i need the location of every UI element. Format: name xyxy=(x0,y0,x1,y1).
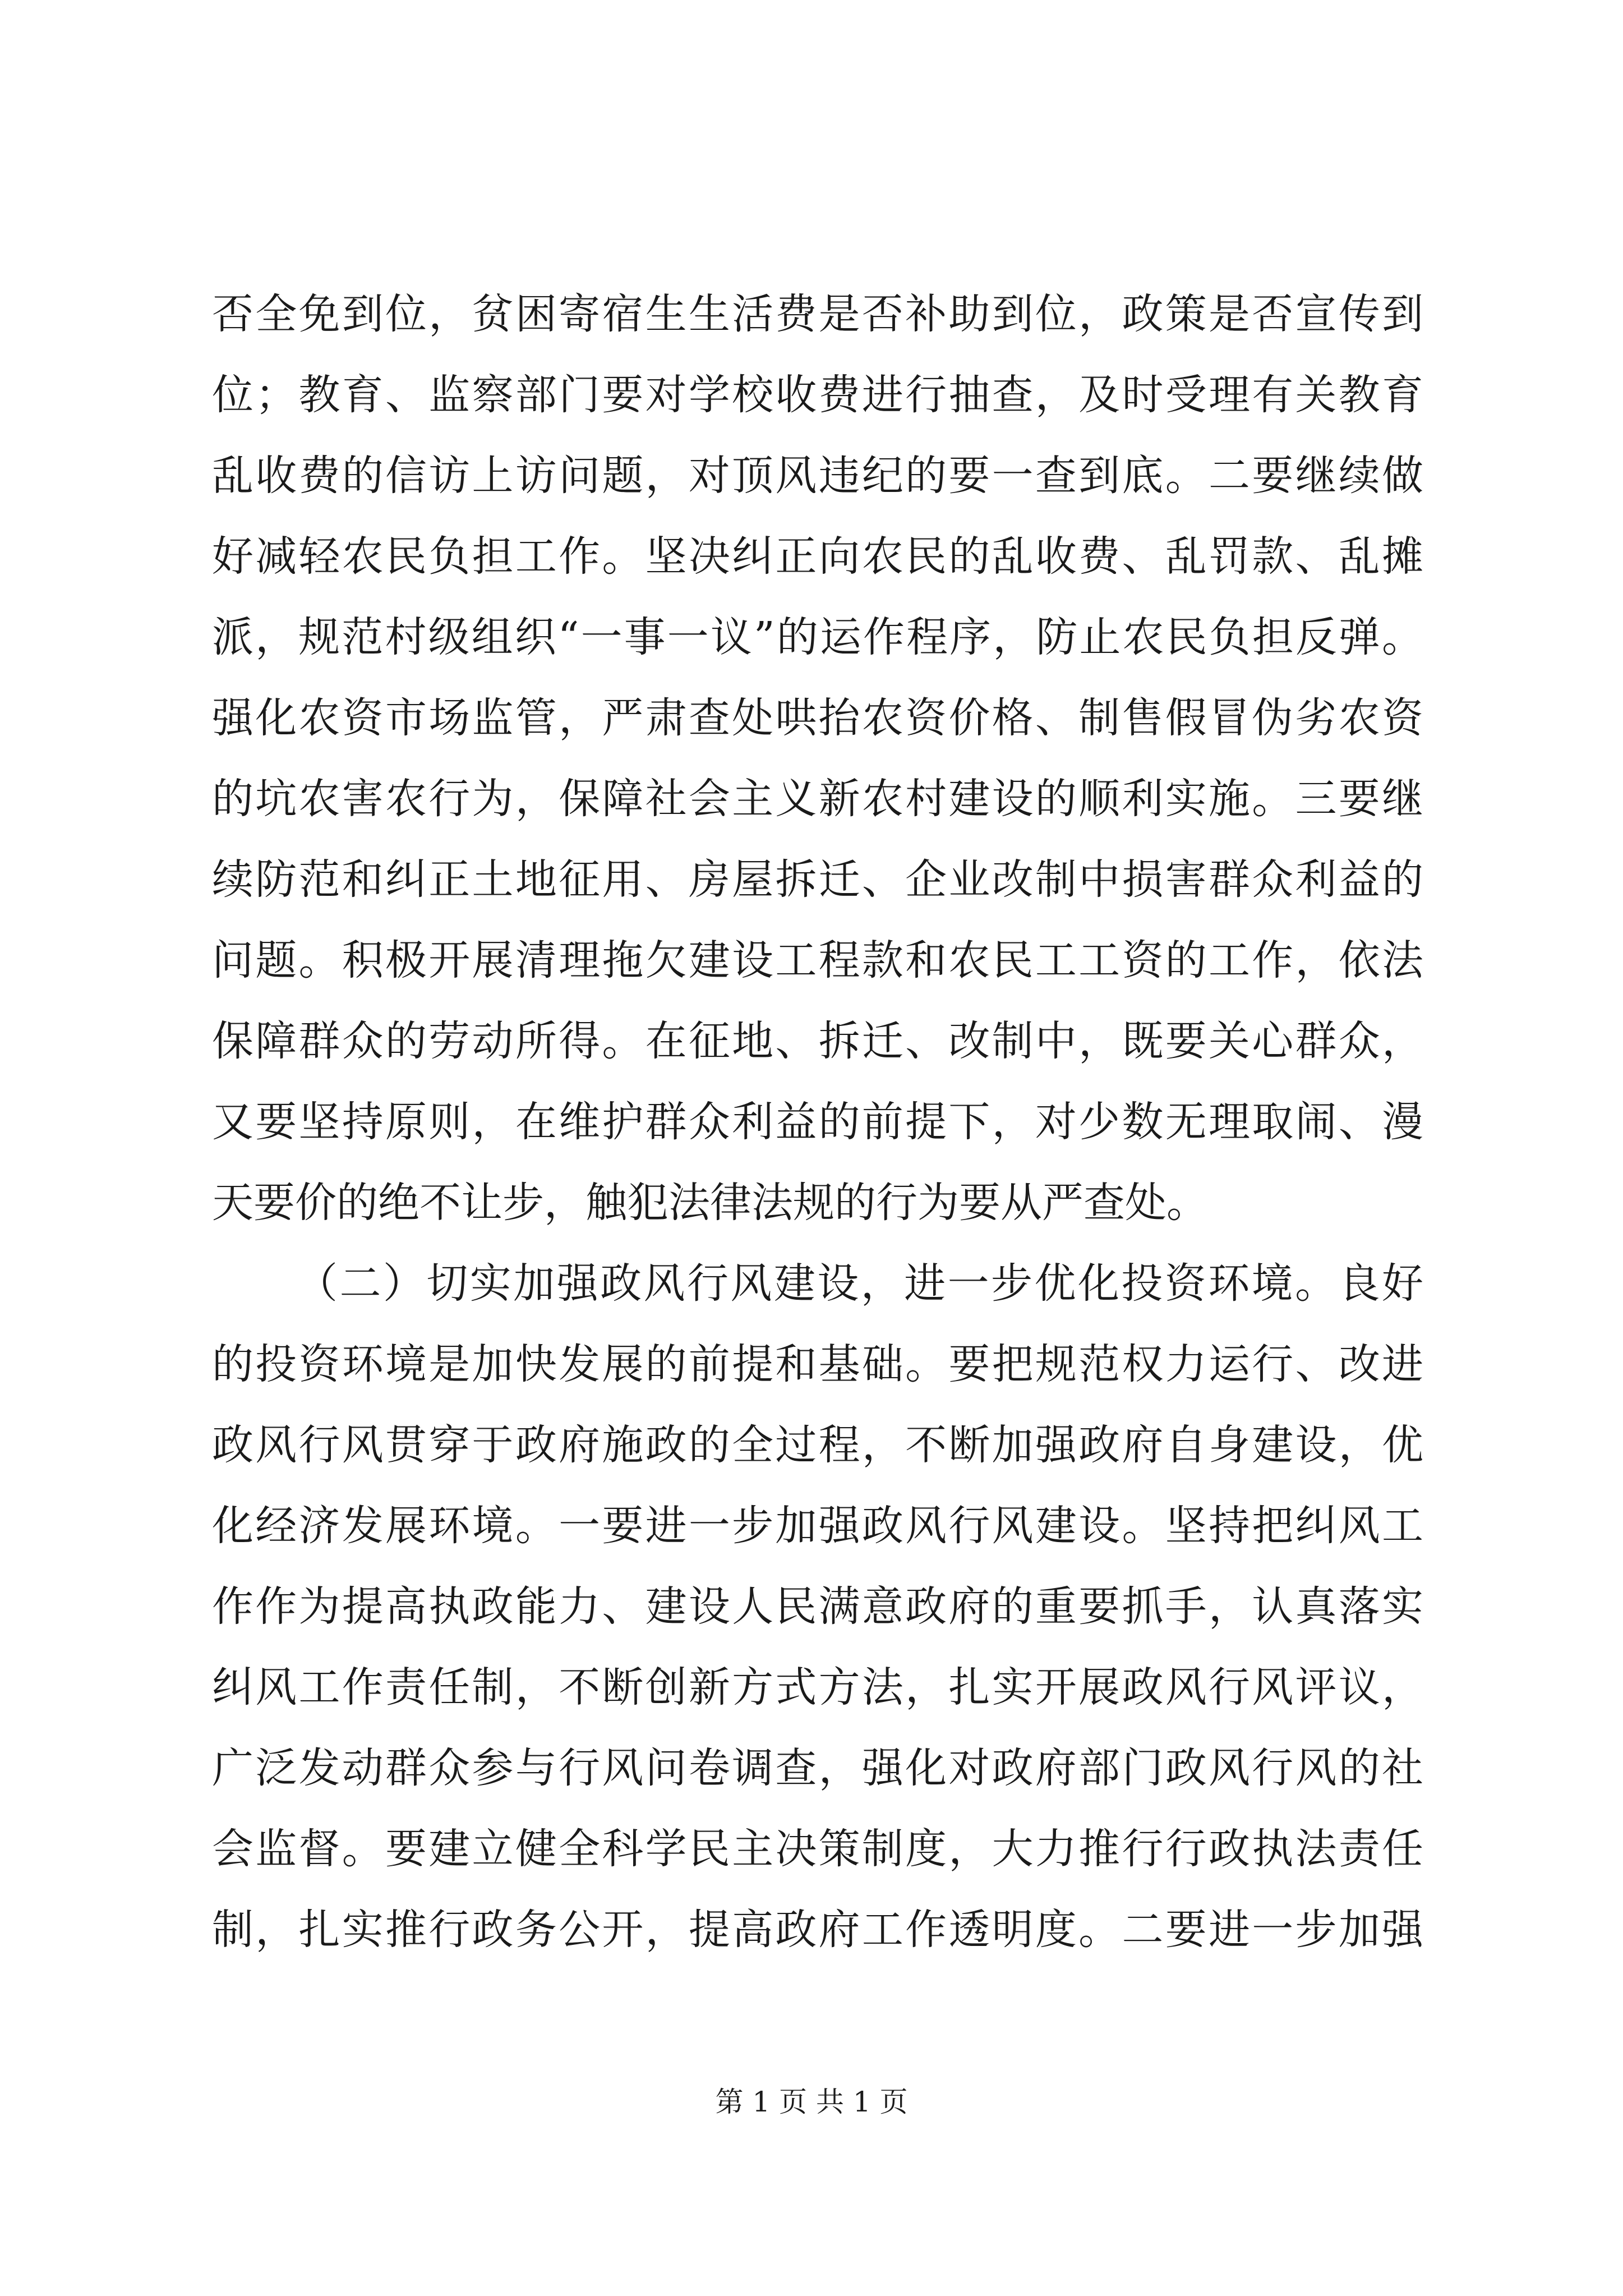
text-line: 制，扎实推行政务公开，提高政府工作透明度。二要进一步加强 xyxy=(212,1906,1423,1954)
text-line: 派，规范村级组织“一事一议”的运作程序，防止农民负担反弹。 xyxy=(212,613,1423,661)
text-line: 化经济发展环境。一要进一步加强政风行风建设。坚持把纠风工 xyxy=(212,1502,1423,1550)
text-line: 又要坚持原则，在维护群众利益的前提下，对少数无理取闹、漫 xyxy=(212,1098,1423,1146)
text-line: 作作为提高执政能力、建设人民满意政府的重要抓手，认真落实 xyxy=(212,1582,1423,1631)
text-line: 问题。积极开展清理拖欠建设工程款和农民工工资的工作，依法 xyxy=(212,936,1423,984)
text-line: 会监督。要建立健全科学民主决策制度，大力推行行政执法责任 xyxy=(212,1825,1423,1873)
paragraph-end-line: 天要价的绝不让步，触犯法律法规的行为要从严查处。 xyxy=(212,1179,1208,1227)
text-line: 好减轻农民负担工作。坚决纠正向农民的乱收费、乱罚款、乱摊 xyxy=(212,532,1423,581)
text-line: 保障群众的劳动所得。在征地、拆迁、改制中，既要关心群众， xyxy=(212,1017,1423,1065)
text-line: 乱收费的信访上访问题，对顶风违纪的要一查到底。二要继续做 xyxy=(212,452,1423,500)
page-footer: 第 1 页 共 1 页 xyxy=(715,2086,908,2118)
text-line: 纠风工作责任制，不断创新方式方法，扎实开展政风行风评议， xyxy=(212,1663,1423,1711)
section-heading-line: （二）切实加强政风行风建设，进一步优化投资环境。良好 xyxy=(296,1259,1423,1308)
text-line: 强化农资市场监管，严肃查处哄抬农资价格、制售假冒伪劣农资 xyxy=(212,694,1423,742)
text-line: 广泛发动群众参与行风问卷调查，强化对政府部门政风行风的社 xyxy=(212,1744,1423,1792)
text-line: 续防范和纠正土地征用、房屋拆迁、企业改制中损害群众利益的 xyxy=(212,855,1423,904)
text-line: 的坑农害农行为，保障社会主义新农村建设的顺利实施。三要继 xyxy=(212,775,1423,823)
text-line: 的投资环境是加快发展的前提和基础。要把规范权力运行、改进 xyxy=(212,1340,1423,1388)
text-line: 政风行风贯穿于政府施政的全过程，不断加强政府自身建设，优 xyxy=(212,1421,1423,1469)
text-line: 否全免到位，贫困寄宿生生活费是否补助到位，政策是否宣传到 xyxy=(212,290,1423,338)
document-body xyxy=(212,274,1423,1970)
text-line: 位；教育、监察部门要对学校收费进行抽查，及时受理有关教育 xyxy=(212,371,1423,419)
